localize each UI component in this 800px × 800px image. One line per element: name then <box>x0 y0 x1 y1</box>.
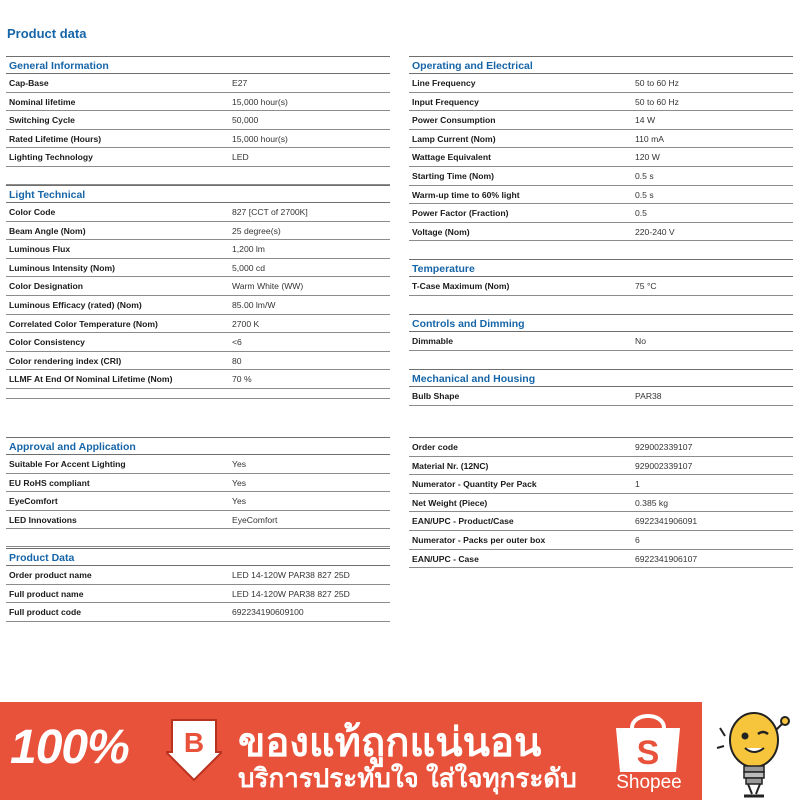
spec-row <box>6 74 390 93</box>
spec-label: Warm-up time to 60% light <box>412 189 520 200</box>
spec-value: 220-240 V <box>635 226 675 237</box>
spec-label: Power Factor (Fraction) <box>412 208 509 219</box>
spec-value: <6 <box>232 337 242 348</box>
badge-letter: B <box>183 727 205 758</box>
spec-row <box>6 315 390 334</box>
spec-label: Starting Time (Nom) <box>412 170 494 181</box>
spec-label: Beam Angle (Nom) <box>9 225 86 236</box>
spec-value: EyeComfort <box>232 514 278 525</box>
spec-row <box>6 222 390 241</box>
spec-label: Order product name <box>9 570 92 580</box>
spec-value: 50 to 60 Hz <box>635 96 679 107</box>
section-spacer <box>6 389 390 399</box>
section-heading: Approval and Application <box>6 437 390 455</box>
spec-label: LLMF At End Of Nominal Lifetime (Nom) <box>9 374 173 385</box>
spec-label: Dimmable <box>412 336 454 346</box>
spec-label: Input Frequency <box>412 96 479 107</box>
spec-row <box>6 511 390 530</box>
arrow-down-badge-icon <box>166 718 222 782</box>
spec-value: Yes <box>232 459 247 469</box>
section-heading: Operating and Electrical <box>409 56 793 74</box>
spec-label: Full product code <box>9 607 82 618</box>
spec-row <box>6 130 390 149</box>
spec-row <box>6 566 390 585</box>
spec-value: 929002339107 <box>635 442 693 452</box>
spec-row <box>6 240 390 259</box>
banner-headline: ของแท้ถูกแน่นอน <box>238 721 542 765</box>
spec-label: Lamp Current (Nom) <box>412 133 496 144</box>
spec-row <box>6 492 390 511</box>
spec-label: Numerator - Quantity Per Pack <box>412 479 537 490</box>
spec-row <box>6 277 390 296</box>
spec-label: Switching Cycle <box>9 115 75 126</box>
section-spacer <box>6 167 390 185</box>
spec-label: Luminous Efficacy (rated) (Nom) <box>9 299 142 310</box>
spec-value: 5,000 cd <box>232 262 265 273</box>
spec-label: Color Code <box>9 207 56 217</box>
section-product-data <box>6 548 390 622</box>
spec-value: 14 W <box>635 115 656 126</box>
shopee-label: Shopee <box>616 772 682 793</box>
spec-label: Nominal lifetime <box>9 96 76 107</box>
spec-row <box>6 370 390 389</box>
spec-value: 110 mA <box>635 133 664 144</box>
section-approval-application <box>6 437 390 547</box>
spec-label: Lighting Technology <box>9 152 93 163</box>
spec-row <box>409 223 793 242</box>
spec-value: LED <box>232 152 249 163</box>
spec-label: Correlated Color Temperature (Nom) <box>9 318 158 329</box>
spec-value: 15,000 hour(s) <box>232 133 288 144</box>
spec-value: E27 <box>232 78 248 88</box>
spec-row <box>409 204 793 223</box>
spec-value: 25 degree(s) <box>232 225 281 236</box>
spec-value: 50,000 <box>232 115 259 126</box>
spec-row <box>409 475 793 494</box>
spec-label: Line Frequency <box>412 78 476 88</box>
section-heading: Temperature <box>409 259 793 277</box>
spec-label: Full product name <box>9 588 84 599</box>
spec-label: Wattage Equivalent <box>412 152 491 163</box>
section-light-technical <box>6 185 390 399</box>
spec-label: LED Innovations <box>9 514 77 525</box>
spec-label: EyeComfort <box>9 496 58 507</box>
spec-row <box>409 186 793 205</box>
spec-value: 85.00 lm/W <box>232 299 276 310</box>
spec-value: 929002339107 <box>635 460 693 471</box>
section-heading: General Information <box>6 56 390 74</box>
spec-value: Yes <box>232 496 247 507</box>
spec-value: 6 <box>635 534 640 545</box>
spec-row <box>6 111 390 130</box>
spec-label: Voltage (Nom) <box>412 226 470 237</box>
spec-label: EU RoHS compliant <box>9 477 90 488</box>
spec-row <box>6 296 390 315</box>
spec-value: 15,000 hour(s) <box>232 96 288 107</box>
spec-row <box>409 531 793 550</box>
spec-value: 120 W <box>635 152 660 163</box>
spec-value: 1,200 lm <box>232 244 265 255</box>
spec-row <box>409 550 793 569</box>
spec-label: Color Designation <box>9 281 84 292</box>
spec-row <box>409 494 793 513</box>
spec-value: 6922341906091 <box>635 516 698 527</box>
spec-value: 2700 K <box>232 318 260 329</box>
section-heading: Product Data <box>6 548 390 566</box>
spec-label: Net Weight (Piece) <box>412 497 488 508</box>
spec-value: PAR38 <box>635 391 662 401</box>
spec-row <box>6 352 390 371</box>
spec-row <box>6 603 390 622</box>
section-heading: Controls and Dimming <box>409 314 793 332</box>
spec-label: Material Nr. (12NC) <box>412 460 489 471</box>
spec-row <box>6 333 390 352</box>
spec-row <box>6 474 390 493</box>
spec-row <box>6 203 390 222</box>
section-controls-dimming <box>409 314 793 351</box>
spec-value: 75 °C <box>635 281 657 291</box>
spec-row <box>409 438 793 457</box>
spec-value: 0.5 s <box>635 189 654 200</box>
spec-row <box>409 167 793 186</box>
spec-row <box>409 74 793 93</box>
promo-banner <box>0 702 800 800</box>
section-spacer <box>6 529 390 547</box>
spec-label: T-Case Maximum (Nom) <box>412 281 510 291</box>
spec-value: 0.385 kg <box>635 497 668 508</box>
spec-value: 1 <box>635 479 640 490</box>
spec-value: 50 to 60 Hz <box>635 78 679 88</box>
spec-row <box>409 148 793 167</box>
spec-label: Power Consumption <box>412 115 496 126</box>
spec-label: Color Consistency <box>9 337 85 348</box>
spec-value: Yes <box>232 477 247 488</box>
spec-row <box>409 387 793 406</box>
spec-label: Rated Lifetime (Hours) <box>9 133 102 144</box>
spec-label: EAN/UPC - Case <box>412 553 479 564</box>
spec-label: Color rendering index (CRI) <box>9 355 122 366</box>
spec-value: 70 % <box>232 374 252 385</box>
spec-row <box>6 93 390 112</box>
section-general-information <box>6 56 390 185</box>
spec-row <box>409 93 793 112</box>
section-mechanical-housing <box>409 369 793 406</box>
spec-label: Luminous Intensity (Nom) <box>9 262 115 273</box>
spec-row <box>6 148 390 167</box>
spec-label: Suitable For Accent Lighting <box>9 459 126 469</box>
spec-row <box>6 455 390 474</box>
spec-value: 827 [CCT of 2700K] <box>232 207 308 217</box>
spec-label: Numerator - Packs per outer box <box>412 534 546 545</box>
banner-subline: บริการประทับใจ ใส่ใจทุกระดับ <box>238 763 577 793</box>
spec-label: Cap-Base <box>9 78 49 88</box>
spec-value: 0.5 s <box>635 170 654 181</box>
spec-row <box>409 277 793 296</box>
spec-value: LED 14-120W PAR38 827 25D <box>232 570 350 580</box>
page-title: Product data <box>7 26 87 41</box>
spec-label: Luminous Flux <box>9 244 71 255</box>
lightbulb-mascot-icon <box>712 702 796 800</box>
spec-label: Order code <box>412 442 458 452</box>
spec-value: LED 14-120W PAR38 827 25D <box>232 588 350 599</box>
section-heading: Mechanical and Housing <box>409 369 793 387</box>
section-heading: Light Technical <box>6 185 390 203</box>
section-temperature <box>409 259 793 296</box>
spec-row <box>409 130 793 149</box>
spec-row <box>409 332 793 351</box>
shopee-letter: S <box>636 734 660 772</box>
spec-row <box>409 512 793 531</box>
spec-label: Bulb Shape <box>412 391 460 401</box>
spec-value: 692234190609100 <box>232 607 304 618</box>
spec-value: 6922341906107 <box>635 553 698 564</box>
percent-label: 100% <box>10 721 129 774</box>
spec-value: Warm White (WW) <box>232 281 304 292</box>
spec-value: 0.5 <box>635 208 647 219</box>
spec-row <box>6 585 390 604</box>
section-operating-electrical <box>409 56 793 241</box>
spec-value: 80 <box>232 355 242 366</box>
spec-row <box>6 259 390 278</box>
spec-row <box>409 457 793 476</box>
section-order-info <box>409 437 793 568</box>
spec-label: EAN/UPC - Product/Case <box>412 516 514 527</box>
spec-row <box>409 111 793 130</box>
spec-value: No <box>635 336 646 346</box>
